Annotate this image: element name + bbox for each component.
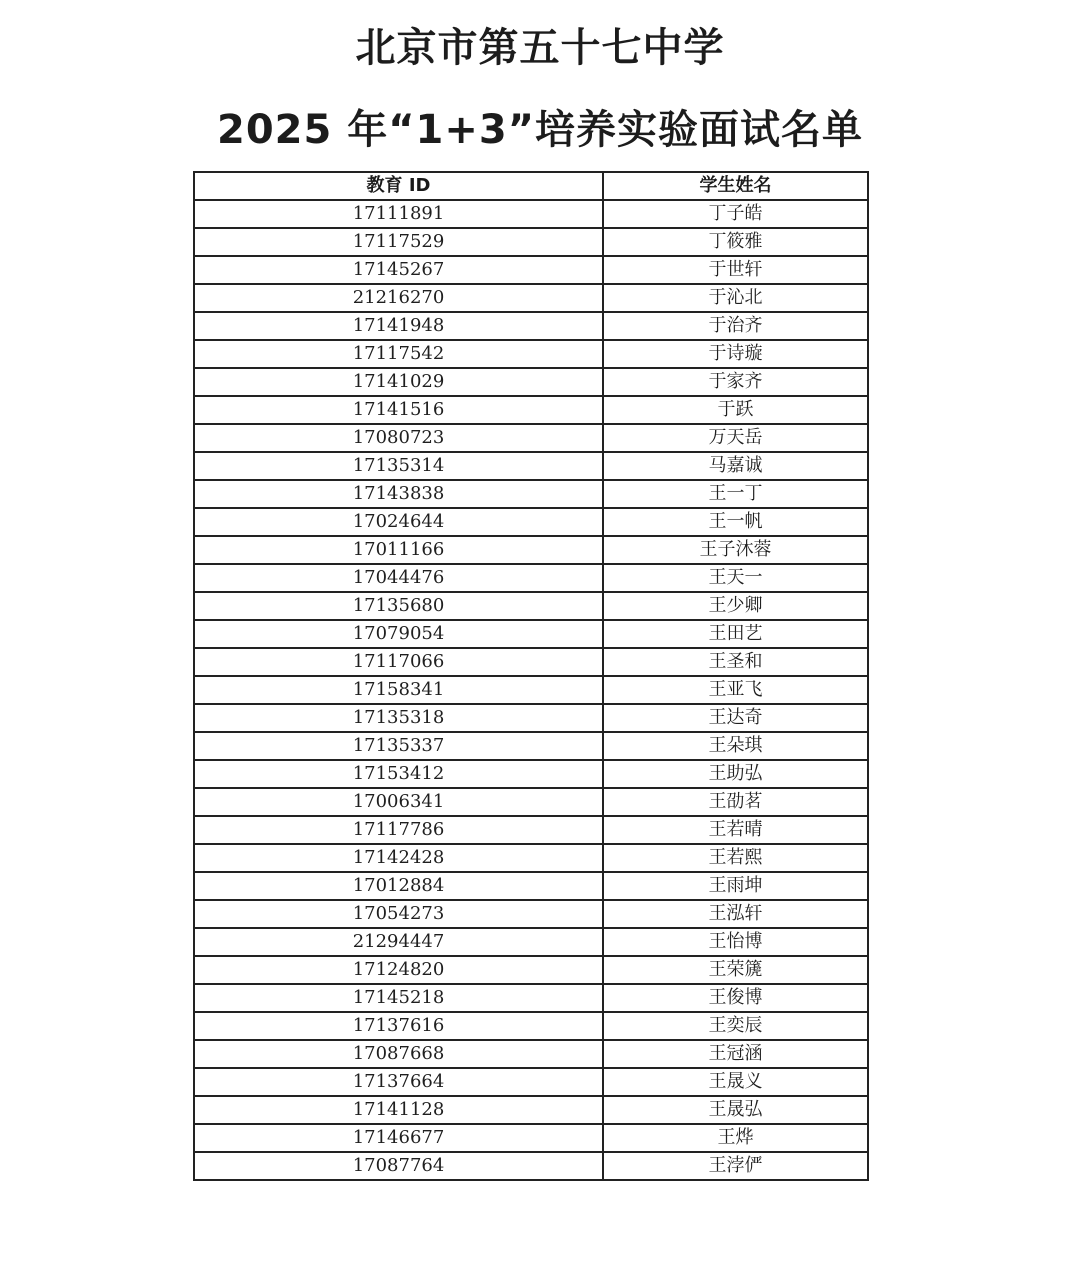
education-id-cell: 17006341: [194, 788, 603, 816]
list-title: 2025 年“1+3”培养实验面试名单: [216, 107, 863, 153]
student-name-cell: 王亚飞: [603, 676, 868, 704]
table-row: [194, 368, 868, 396]
student-name-cell: 王荣篪: [603, 956, 868, 984]
table-row: [194, 1124, 868, 1152]
column-header-student-name: 学生姓名: [603, 172, 868, 200]
table-row: [194, 480, 868, 508]
student-name-cell: 王达奇: [603, 704, 868, 732]
student-name-cell: 马嘉诚: [603, 452, 868, 480]
table-row: [194, 1012, 868, 1040]
education-id-cell: 17117786: [194, 816, 603, 844]
table-row: [194, 760, 868, 788]
education-id-cell: 17135318: [194, 704, 603, 732]
student-name-cell: 王晟弘: [603, 1096, 868, 1124]
student-name-cell: 王助弘: [603, 760, 868, 788]
table-row: [194, 984, 868, 1012]
education-id-cell: 17145267: [194, 256, 603, 284]
table-row: [194, 424, 868, 452]
interview-list-table: [193, 171, 869, 1181]
education-id-cell: 17117542: [194, 340, 603, 368]
education-id-cell: 21294447: [194, 928, 603, 956]
student-name-cell: 王若熙: [603, 844, 868, 872]
table-row: [194, 312, 868, 340]
education-id-cell: 17141128: [194, 1096, 603, 1124]
student-name-cell: 王朵琪: [603, 732, 868, 760]
education-id-cell: 17141516: [194, 396, 603, 424]
student-name-cell: 王田艺: [603, 620, 868, 648]
student-name-cell: 王圣和: [603, 648, 868, 676]
education-id-cell: 17153412: [194, 760, 603, 788]
education-id-cell: 17143838: [194, 480, 603, 508]
table-row: [194, 508, 868, 536]
table-row: [194, 256, 868, 284]
student-name-cell: 于沁北: [603, 284, 868, 312]
table-row: [194, 844, 868, 872]
education-id-cell: 17145218: [194, 984, 603, 1012]
education-id-cell: 17024644: [194, 508, 603, 536]
education-id-cell: 17146677: [194, 1124, 603, 1152]
education-id-cell: 17012884: [194, 872, 603, 900]
school-title: 北京市第五十七中学: [355, 25, 725, 71]
table-row: [194, 900, 868, 928]
education-id-cell: 17054273: [194, 900, 603, 928]
table-row: [194, 452, 868, 480]
student-name-cell: 王怡博: [603, 928, 868, 956]
student-name-cell: 王浡俨: [603, 1152, 868, 1180]
table-row: [194, 564, 868, 592]
education-id-cell: 17080723: [194, 424, 603, 452]
student-name-cell: 王劭茗: [603, 788, 868, 816]
table-row: [194, 1152, 868, 1180]
student-name-cell: 于家齐: [603, 368, 868, 396]
table-header-row: [194, 172, 868, 200]
table-row: [194, 676, 868, 704]
student-name-cell: 王子沐蓉: [603, 536, 868, 564]
education-id-cell: 17079054: [194, 620, 603, 648]
student-name-cell: 王一丁: [603, 480, 868, 508]
education-id-cell: 17087668: [194, 1040, 603, 1068]
education-id-cell: 17011166: [194, 536, 603, 564]
education-id-cell: 17124820: [194, 956, 603, 984]
education-id-cell: 17117529: [194, 228, 603, 256]
student-name-cell: 于世轩: [603, 256, 868, 284]
table-row: [194, 200, 868, 228]
education-id-cell: 17137664: [194, 1068, 603, 1096]
student-name-cell: 王少卿: [603, 592, 868, 620]
student-name-cell: 于治齐: [603, 312, 868, 340]
student-name-cell: 王俊博: [603, 984, 868, 1012]
table-row: [194, 732, 868, 760]
education-id-cell: 17111891: [194, 200, 603, 228]
education-id-cell: 17135314: [194, 452, 603, 480]
student-name-cell: 王若晴: [603, 816, 868, 844]
student-name-cell: 王晟义: [603, 1068, 868, 1096]
table-row: [194, 872, 868, 900]
education-id-cell: 17135680: [194, 592, 603, 620]
student-name-cell: 王奕辰: [603, 1012, 868, 1040]
table-row: [194, 788, 868, 816]
table-row: [194, 284, 868, 312]
table-row: [194, 928, 868, 956]
table-row: [194, 956, 868, 984]
education-id-cell: 17141029: [194, 368, 603, 396]
table-row: [194, 592, 868, 620]
student-name-cell: 丁筱雅: [603, 228, 868, 256]
education-id-cell: 21216270: [194, 284, 603, 312]
table-row: [194, 536, 868, 564]
table-row: [194, 340, 868, 368]
student-name-cell: 万天岳: [603, 424, 868, 452]
table-row: [194, 648, 868, 676]
education-id-cell: 17044476: [194, 564, 603, 592]
table-row: [194, 1040, 868, 1068]
table-row: [194, 1068, 868, 1096]
student-name-cell: 王一帆: [603, 508, 868, 536]
table-body: [194, 200, 868, 1180]
student-name-cell: 于诗璇: [603, 340, 868, 368]
student-name-cell: 王烨: [603, 1124, 868, 1152]
column-header-education-id: 教育 ID: [194, 172, 603, 200]
table-row: [194, 228, 868, 256]
table-row: [194, 620, 868, 648]
student-name-cell: 王天一: [603, 564, 868, 592]
table-row: [194, 1096, 868, 1124]
education-id-cell: 17158341: [194, 676, 603, 704]
table-row: [194, 396, 868, 424]
student-name-cell: 于跃: [603, 396, 868, 424]
student-name-cell: 王冠涵: [603, 1040, 868, 1068]
student-name-cell: 王雨坤: [603, 872, 868, 900]
student-name-cell: 丁子皓: [603, 200, 868, 228]
table-row: [194, 704, 868, 732]
student-name-cell: 王泓轩: [603, 900, 868, 928]
education-id-cell: 17117066: [194, 648, 603, 676]
education-id-cell: 17135337: [194, 732, 603, 760]
education-id-cell: 17087764: [194, 1152, 603, 1180]
education-id-cell: 17142428: [194, 844, 603, 872]
education-id-cell: 17137616: [194, 1012, 603, 1040]
table-row: [194, 816, 868, 844]
education-id-cell: 17141948: [194, 312, 603, 340]
